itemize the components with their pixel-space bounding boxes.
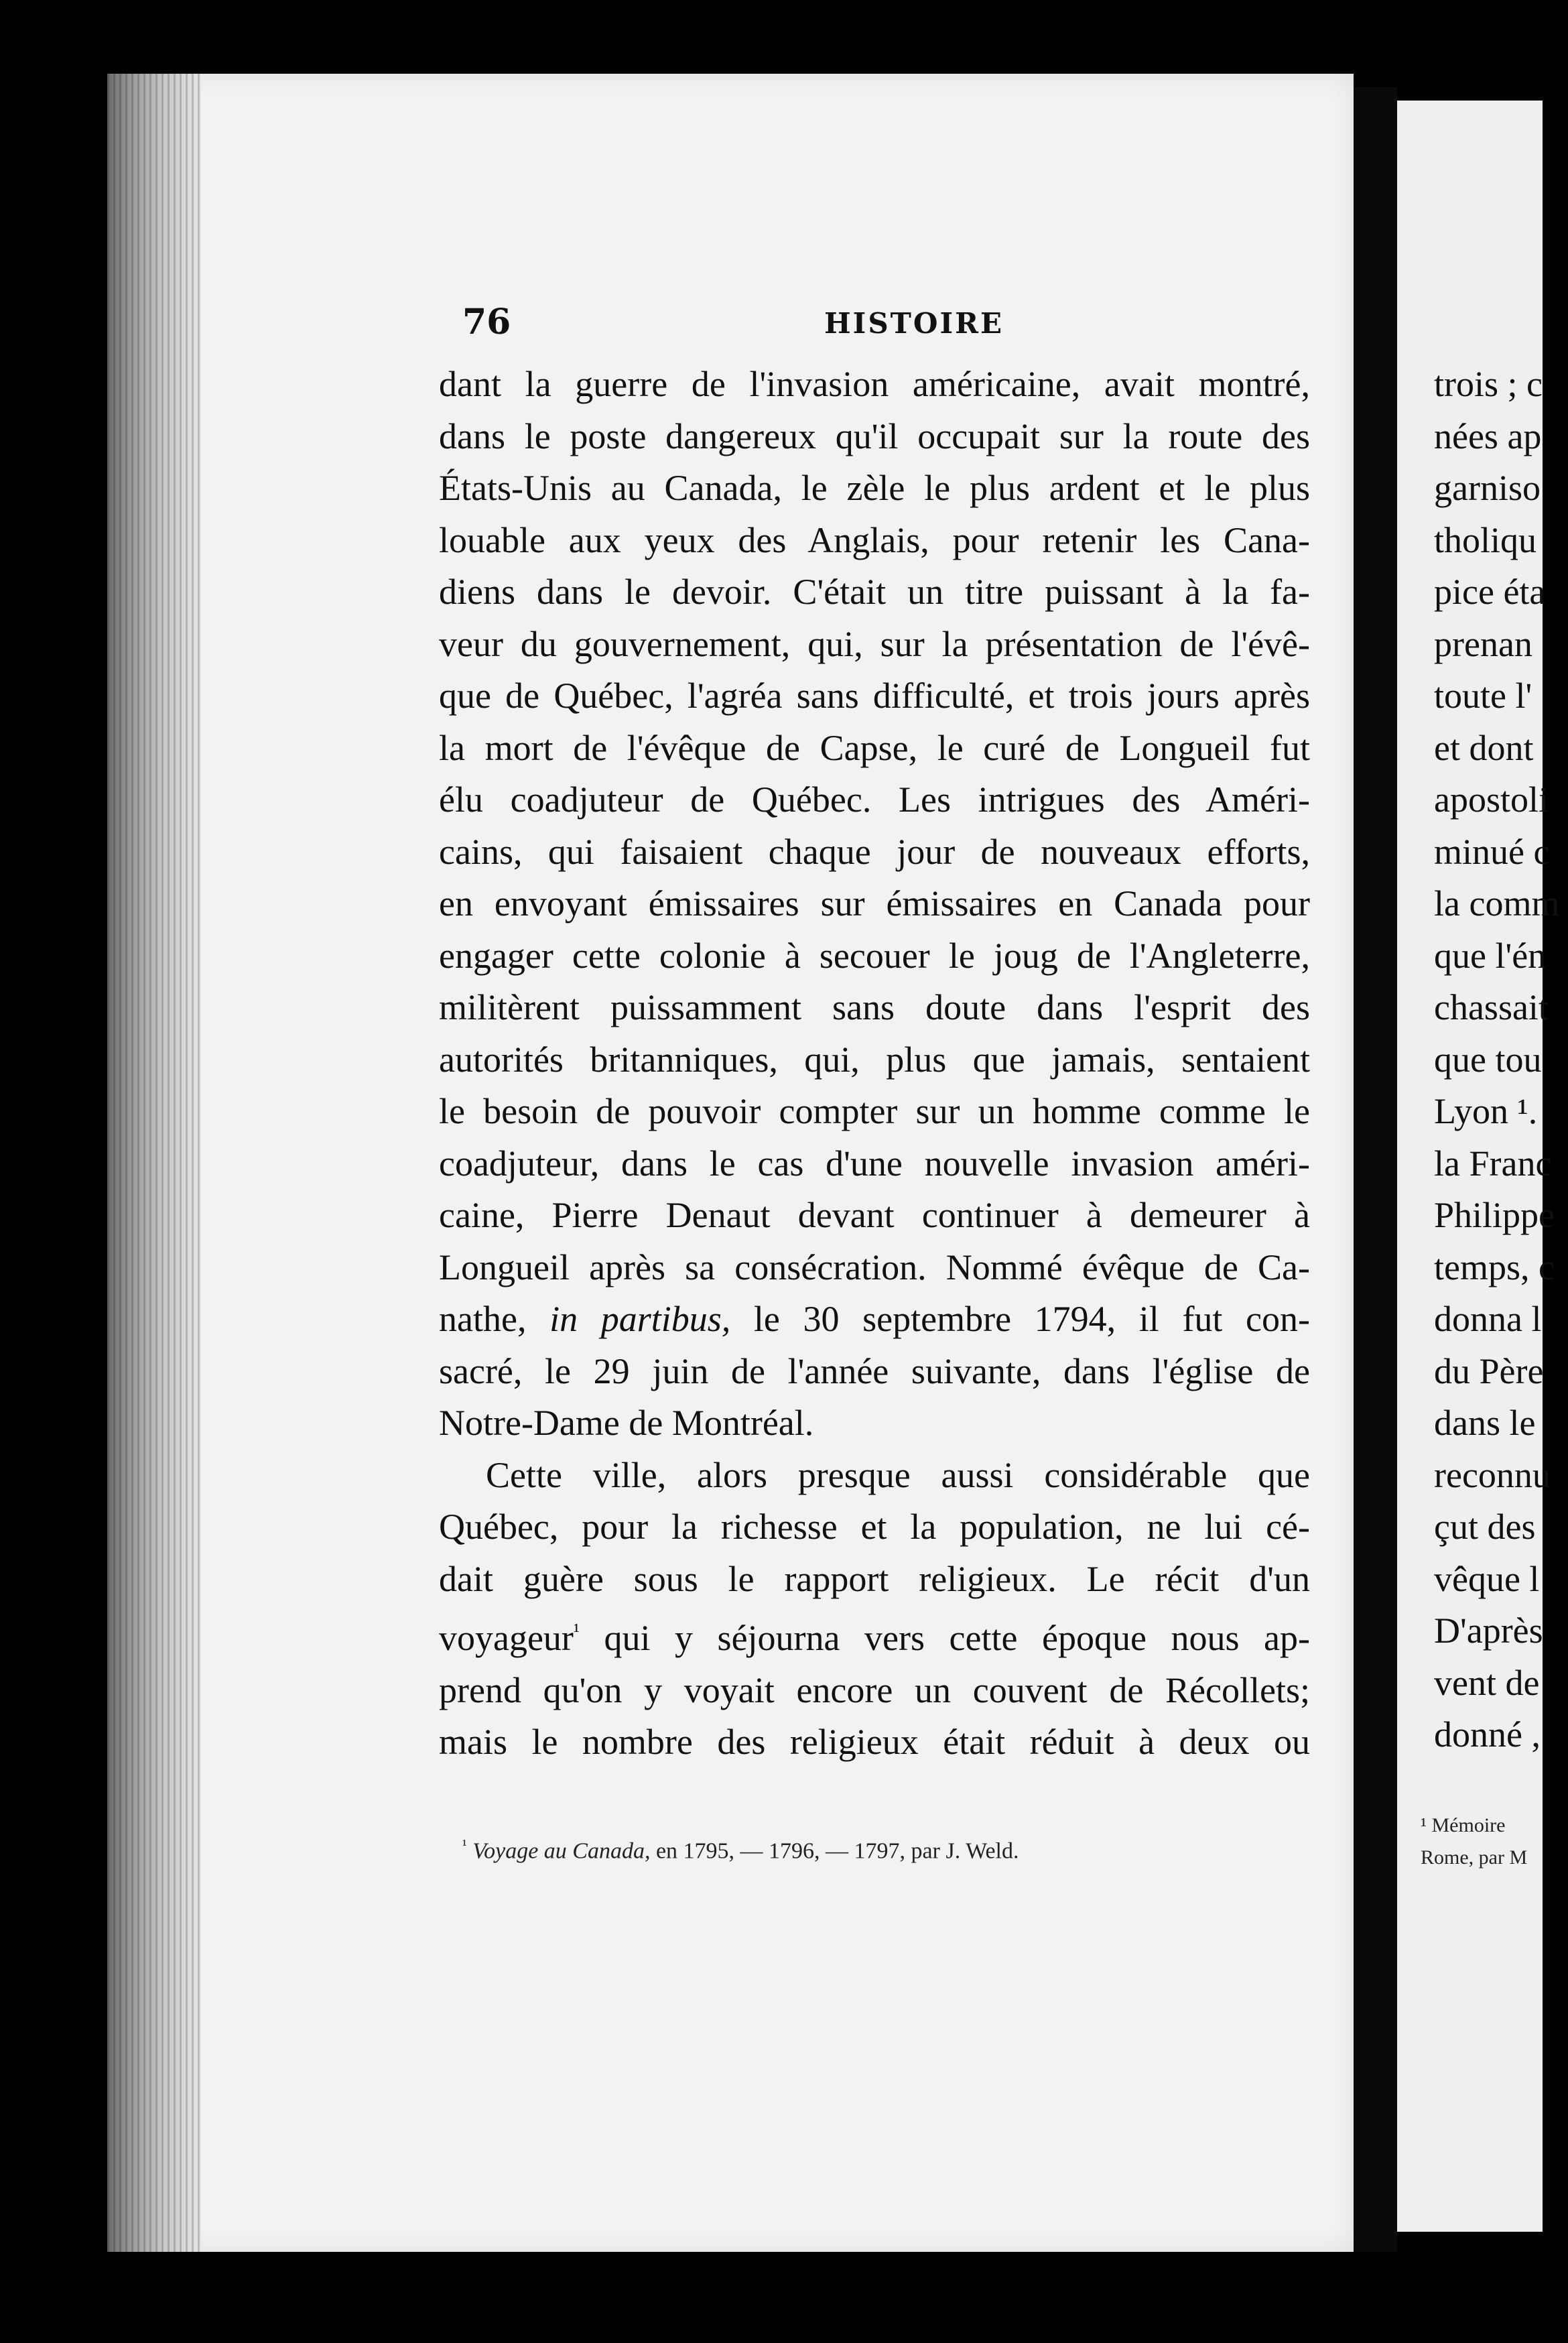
- text-line: Longueil après sa consécration. Nommé évêque de Ca-: [439, 1247, 1310, 1287]
- text-line: dait guère sous le rapport religieux. Le récit d'un: [439, 1558, 1310, 1599]
- text-line: Lyon ¹.: [1434, 1091, 1538, 1131]
- text-line: Cette ville, alors presque aussi considérable que: [486, 1454, 1310, 1495]
- body-text: [439, 359, 1310, 1769]
- text-line: en envoyant émissaires sur émissaires en Canada pour: [439, 883, 1310, 924]
- text-line: temps, c: [1434, 1247, 1555, 1287]
- text-line: coadjuteur, dans le cas d'une nouvelle invasion améri-: [439, 1143, 1310, 1184]
- text-fragment: voyageur: [439, 1618, 574, 1658]
- text-line: çut des: [1434, 1507, 1536, 1547]
- text-line: autorités britanniques, qui, plus que jamais, sentaient: [439, 1039, 1310, 1080]
- text-line: du Père: [1434, 1350, 1544, 1391]
- text-fragment: qui y séjourna vers cette époque nous ap-: [604, 1618, 1310, 1658]
- footnote: [462, 1836, 1333, 1864]
- page-number: 76: [462, 302, 511, 342]
- text-line: prend qu'on y voyait encore un couvent de Récollets;: [439, 1669, 1310, 1710]
- text-line: et dont: [1434, 727, 1534, 768]
- text-line: donné ,: [1434, 1714, 1541, 1755]
- text-line: reconnu: [1434, 1454, 1551, 1495]
- text-line: [439, 1293, 1310, 1346]
- text-line: le besoin de pouvoir compter sur un homme comme le: [439, 1091, 1310, 1131]
- text-line: vêque l: [1434, 1558, 1540, 1599]
- text-line: [439, 1605, 1310, 1665]
- text-fragment: nathe,: [439, 1299, 527, 1339]
- footnote-text: en 1795, — 1796, — 1797, par J. Weld.: [655, 1838, 1019, 1864]
- text-line: dans le poste dangereux qu'il occupait sur la route des: [439, 416, 1310, 456]
- page-header: [462, 302, 1333, 355]
- next-page-text: [1434, 359, 1568, 1761]
- text-line: garniso: [1434, 468, 1541, 508]
- footnote-line: ¹ Mémoire: [1421, 1814, 1506, 1836]
- text-line: minué c: [1434, 831, 1550, 872]
- text-line: engager cette colonie à secouer le joug de l'Angleterre,: [439, 935, 1310, 976]
- text-line: dant la guerre de l'invasion américaine, avait montré,: [439, 364, 1310, 404]
- text-line: diens dans le devoir. C'était un titre puissant à la fa-: [439, 572, 1310, 612]
- text-line: pice éta: [1434, 572, 1546, 612]
- text-line: que tou: [1434, 1039, 1542, 1080]
- text-line: veur du gouvernement, qui, sur la présentation de l'évê-: [439, 623, 1310, 664]
- text-line: Philippe: [1434, 1195, 1555, 1235]
- text-line: la Franc: [1434, 1143, 1552, 1184]
- italic-phrase: in partibus,: [549, 1299, 731, 1339]
- text-fragment: le 30 septembre 1794, il fut con-: [753, 1299, 1311, 1339]
- text-line: militèrent puissamment sans doute dans l'esprit des: [439, 987, 1310, 1027]
- text-line: la comm: [1434, 883, 1560, 924]
- text-line: nées ap: [1434, 416, 1542, 456]
- text-line: la mort de l'évêque de Capse, le curé de Longueil fut: [439, 727, 1310, 768]
- page-edge-stack: [107, 74, 201, 2252]
- text-line: apostoli: [1434, 779, 1549, 820]
- text-line: trois ; c: [1434, 364, 1543, 404]
- text-line: louable aux yeux des Anglais, pour retenir les Cana-: [439, 519, 1310, 560]
- text-line: sacré, le 29 juin de l'année suivante, dans l'église de: [439, 1350, 1310, 1391]
- footnote-line: Rome, par M: [1421, 1846, 1528, 1869]
- text-line: D'après: [1434, 1610, 1543, 1651]
- text-line: donna l: [1434, 1299, 1542, 1339]
- text-line: toute l': [1434, 676, 1532, 716]
- footnote-ref: ¹: [573, 1620, 580, 1642]
- text-line: États-Unis au Canada, le zèle le plus ardent et le plus: [439, 468, 1310, 508]
- text-line: élu coadjuteur de Québec. Les intrigues des Améri-: [439, 779, 1310, 820]
- footnote-marker: ¹: [462, 1836, 467, 1853]
- text-line: que de Québec, l'agréa sans difficulté, et trois jours après: [439, 676, 1310, 716]
- next-page-footnote: [1421, 1810, 1555, 1874]
- text-line: Notre-Dame de Montréal.: [439, 1403, 814, 1443]
- text-line: chassait: [1434, 987, 1549, 1027]
- text-line: dans le: [1434, 1403, 1536, 1443]
- binding-gutter: [1354, 87, 1397, 2252]
- text-line: vent de: [1434, 1662, 1540, 1703]
- footnote-title: Voyage au Canada,: [472, 1838, 651, 1864]
- text-line: cains, qui faisaient chaque jour de nouveaux efforts,: [439, 831, 1310, 872]
- running-title: HISTOIRE: [824, 307, 1004, 340]
- text-line: mais le nombre des religieux était réduit à deux ou: [439, 1722, 1310, 1762]
- text-line: Québec, pour la richesse et la population, ne lui cé-: [439, 1507, 1310, 1547]
- text-line: caine, Pierre Denaut devant continuer à demeurer à: [439, 1195, 1310, 1235]
- text-line: prenan: [1434, 623, 1532, 664]
- text-line: que l'én: [1434, 935, 1547, 976]
- text-line: tholiqu: [1434, 519, 1537, 560]
